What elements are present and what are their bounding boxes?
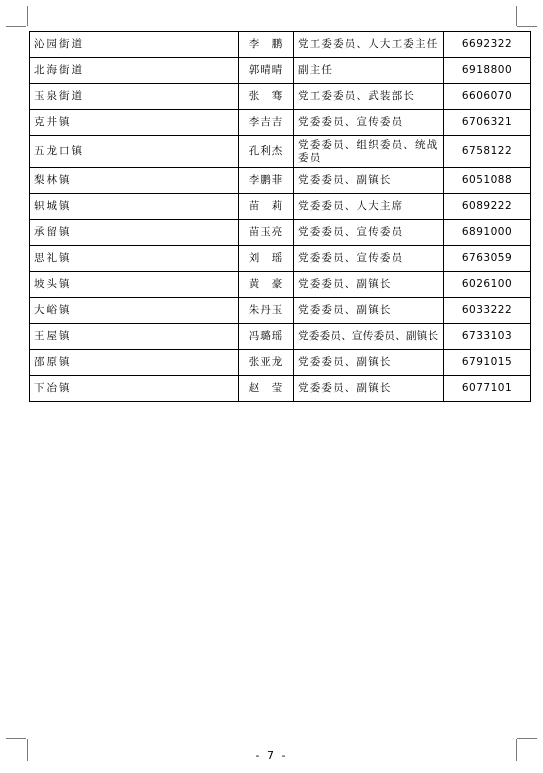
table-row	[30, 84, 531, 110]
place-cell: 思礼镇	[30, 246, 239, 272]
table-row	[30, 324, 531, 350]
role-cell: 党工委委员、武装部长	[294, 84, 444, 110]
crop-mark-top-right-v	[516, 6, 517, 26]
phone-cell: 6026100	[444, 272, 531, 298]
crop-mark-top-right-h	[517, 26, 537, 27]
contact-table-body	[30, 32, 531, 402]
table-row	[30, 298, 531, 324]
place-cell: 五龙口镇	[30, 136, 239, 168]
name-cell: 刘 瑶	[239, 246, 294, 272]
phone-cell: 6692322	[444, 32, 531, 58]
phone-cell: 6791015	[444, 350, 531, 376]
phone-cell: 6077101	[444, 376, 531, 402]
phone-cell: 6606070	[444, 84, 531, 110]
phone-cell: 6758122	[444, 136, 531, 168]
role-cell: 副主任	[294, 58, 444, 84]
table-row	[30, 376, 531, 402]
name-cell: 李 鹏	[239, 32, 294, 58]
name-cell: 苗 莉	[239, 194, 294, 220]
role-cell: 党委委员、宣传委员、副镇长	[294, 324, 444, 350]
role-cell: 党委委员、副镇长	[294, 350, 444, 376]
table-row	[30, 272, 531, 298]
name-cell: 赵 莹	[239, 376, 294, 402]
role-cell: 党委委员、宣传委员	[294, 110, 444, 136]
role-cell: 党委委员、组织委员、统战委员	[294, 136, 444, 168]
role-cell: 党工委委员、人大工委主任	[294, 32, 444, 58]
place-cell: 北海街道	[30, 58, 239, 84]
name-cell: 冯璐瑶	[239, 324, 294, 350]
role-cell: 党委委员、人大主席	[294, 194, 444, 220]
place-cell: 下冶镇	[30, 376, 239, 402]
phone-cell: 6733103	[444, 324, 531, 350]
table-row	[30, 168, 531, 194]
phone-cell: 6763059	[444, 246, 531, 272]
name-cell: 孔利杰	[239, 136, 294, 168]
name-cell: 李鹏菲	[239, 168, 294, 194]
place-cell: 玉泉街道	[30, 84, 239, 110]
role-cell: 党委委员、副镇长	[294, 272, 444, 298]
place-cell: 邵原镇	[30, 350, 239, 376]
role-cell: 党委委员、副镇长	[294, 298, 444, 324]
name-cell: 黄 豪	[239, 272, 294, 298]
role-cell: 党委委员、宣传委员	[294, 246, 444, 272]
place-cell: 王屋镇	[30, 324, 239, 350]
place-cell: 坡头镇	[30, 272, 239, 298]
phone-cell: 6033222	[444, 298, 531, 324]
crop-mark-top-left-h	[6, 26, 26, 27]
phone-cell: 6918800	[444, 58, 531, 84]
role-cell: 党委委员、副镇长	[294, 376, 444, 402]
place-cell: 沁园街道	[30, 32, 239, 58]
crop-mark-bottom-right-h	[517, 738, 537, 739]
table-row	[30, 350, 531, 376]
phone-cell: 6706321	[444, 110, 531, 136]
table-row	[30, 110, 531, 136]
name-cell: 苗玉亮	[239, 220, 294, 246]
phone-cell: 6051088	[444, 168, 531, 194]
name-cell: 张 骞	[239, 84, 294, 110]
table-row	[30, 32, 531, 58]
place-cell: 梨林镇	[30, 168, 239, 194]
crop-mark-bottom-left-h	[6, 738, 26, 739]
place-cell: 承留镇	[30, 220, 239, 246]
place-cell: 轵城镇	[30, 194, 239, 220]
table-row	[30, 136, 531, 168]
place-cell: 大峪镇	[30, 298, 239, 324]
role-cell: 党委委员、宣传委员	[294, 220, 444, 246]
phone-cell: 6089222	[444, 194, 531, 220]
phone-cell: 6891000	[444, 220, 531, 246]
name-cell: 郭晴晴	[239, 58, 294, 84]
name-cell: 李吉吉	[239, 110, 294, 136]
table-row	[30, 194, 531, 220]
table-row	[30, 246, 531, 272]
crop-mark-top-left-v	[27, 6, 28, 26]
contact-table	[29, 31, 531, 402]
place-cell: 克井镇	[30, 110, 239, 136]
table-row	[30, 58, 531, 84]
page-number: - 7 -	[255, 749, 288, 762]
table-row	[30, 220, 531, 246]
name-cell: 张亚龙	[239, 350, 294, 376]
name-cell: 朱丹玉	[239, 298, 294, 324]
role-cell: 党委委员、副镇长	[294, 168, 444, 194]
